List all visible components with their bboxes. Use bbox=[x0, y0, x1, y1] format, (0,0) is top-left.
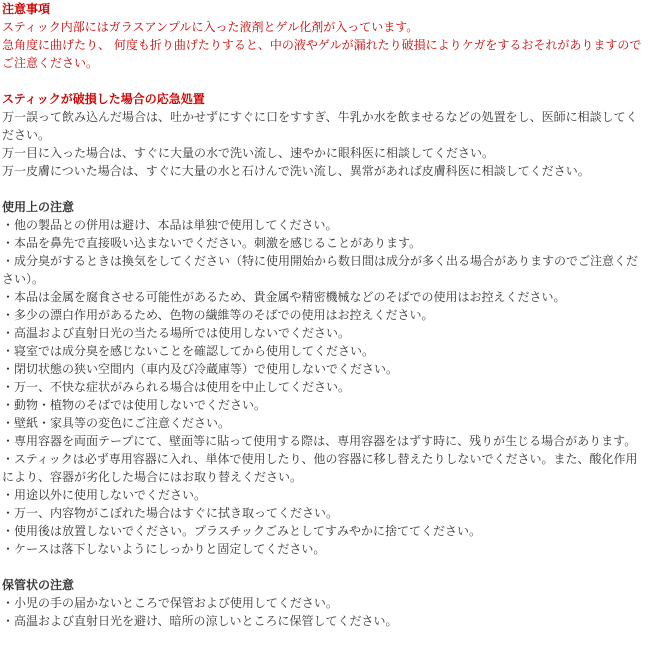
usage-line: ・壁紙・家具等の変色にご注意ください。 bbox=[2, 416, 231, 430]
usage-line: ・本品は金属を腐食させる可能性があるため、貴金属や精密機械などのそばでの使用はお控えください。 bbox=[2, 290, 566, 304]
usage-line: ・万一、不快な症状がみられる場合は使用を中止してください。 bbox=[2, 380, 351, 394]
storage-section bbox=[2, 576, 646, 630]
caution-section bbox=[2, 0, 646, 72]
usage-line: ・多少の漂白作用があるため、色物の繊維等のそばでの使用はお控えください。 bbox=[2, 308, 434, 322]
usage-line: ・他の製品との併用は避け、本品は単独で使用してください。 bbox=[2, 218, 338, 232]
spacer bbox=[2, 180, 646, 198]
usage-section bbox=[2, 198, 646, 558]
storage-line: ・小児の手の届かないところで保管および使用してください。 bbox=[2, 596, 338, 610]
usage-line: ・高温および直射日光の当たる場所では使用しないでください。 bbox=[2, 326, 351, 340]
usage-line: ・スティックは必ず専用容器に入れ、単体で使用したり、他の容器に移し替えたりしないでください。また、酸化作用により、容器が劣化した場合にはお取り替えください。 bbox=[2, 452, 638, 484]
caution-heading: 注意事項 bbox=[2, 2, 51, 16]
usage-line: ・専用容器を両面テープにて、壁面等に貼って使用する際は、専用容器をはずす時に、残りが生じる場合があります。 bbox=[2, 434, 637, 448]
spacer bbox=[2, 72, 646, 90]
usage-line: ・用途以外に使用しないでください。 bbox=[2, 488, 207, 502]
usage-line: ・万一、内容物がこぼれた場合はすぐに拭き取ってください。 bbox=[2, 506, 339, 520]
emergency-heading: スティックが破損した場合の応急処置 bbox=[2, 92, 205, 106]
usage-line: ・成分臭がするときは換気をしてください（特に使用開始から数日間は成分が多く出る場合がありますのでご注意ください）。 bbox=[2, 254, 639, 286]
emergency-line: 万一皮膚についた場合は、すぐに大量の水と石けんで洗い流し、異常があれば皮膚科医に相談してください。 bbox=[2, 164, 590, 178]
usage-line: ・閉切状態の狭い空間内（車内及び冷蔵庫等）で使用しないでください。 bbox=[2, 362, 399, 376]
storage-line: ・高温および直射日光を避け、暗所の涼しいところに保管してください。 bbox=[2, 614, 398, 628]
storage-heading: 保管状の注意 bbox=[2, 578, 75, 592]
usage-line: ・使用後は放置しないでください。プラスチックごみとしてすみやかに捨ててください。 bbox=[2, 524, 482, 538]
caution-line: スティック内部にはガラスアンプルに入った液剤とゲル化剤が入っています。 bbox=[2, 20, 419, 34]
usage-heading: 使用上の注意 bbox=[2, 200, 75, 214]
spacer bbox=[2, 558, 646, 576]
usage-line: ・ケースは落下しないようにしっかりと固定してください。 bbox=[2, 542, 326, 556]
usage-line: ・本品を鼻先で直接吸い込まないでください。刺激を感じることがあります。 bbox=[2, 236, 422, 250]
caution-line: 急角度に曲げたり、 何度も折り曲げたりすると、中の液やゲルが漏れたり破損によりケガをするおそれがありますのでご注意ください。 bbox=[2, 38, 642, 70]
emergency-section bbox=[2, 90, 646, 180]
emergency-line: 万一誤って飲み込んだ場合は、吐かせずにすぐに口をすすぎ、牛乳か水を飲ませるなどの処置をし、医師に相談してください。 bbox=[2, 110, 638, 142]
usage-line: ・動物・植物のそばでは使用しないでください。 bbox=[2, 398, 267, 412]
emergency-line: 万一目に入った場合は、すぐに大量の水で洗い流し、速やかに眼科医に相談してください。 bbox=[2, 146, 495, 160]
usage-line: ・寝室では成分臭を感じないことを確認してから使用してください。 bbox=[2, 344, 375, 358]
